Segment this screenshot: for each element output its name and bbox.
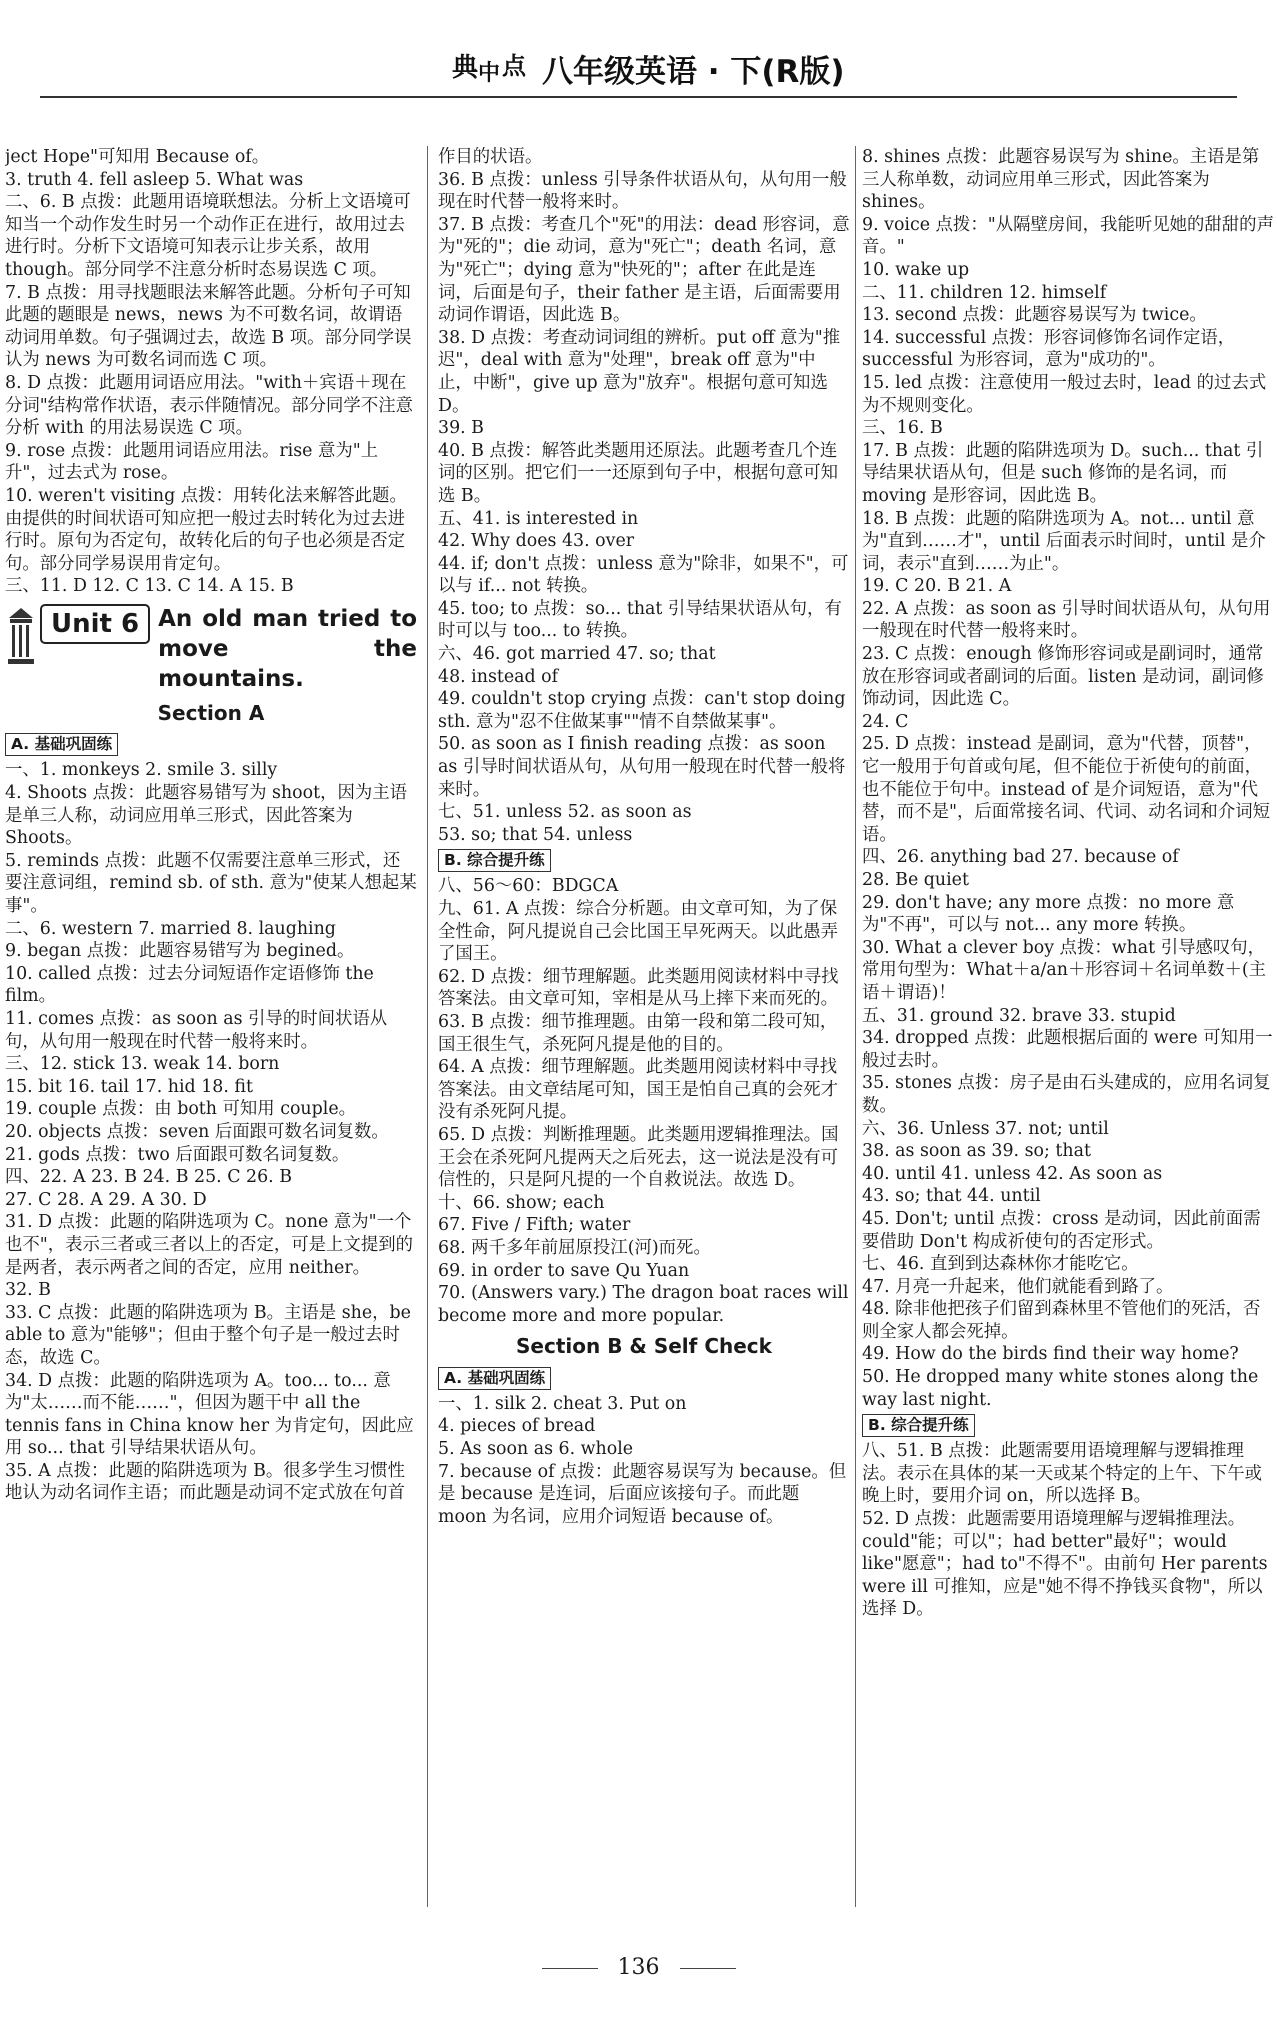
answer-item: ject Hope"可知用 Because of。 [5,147,270,167]
exercise-tag: B. 综合提升练 [862,1414,975,1437]
answer-item: 50. as soon as I finish reading 点拨：as soon as 引导时间状语从句，从句用一般现在时代替一般将来时。 [438,734,846,800]
answer-item: 18. B 点拨：此题的陷阱选项为 A。not... until 意为"直到……才"，until 后面表示时间时，until 是介词，表示"直到……为止"。 [862,508,1266,574]
unit-title: An old man tried to move the mountains. [158,605,417,692]
answer-item: 31. D 点拨：此题的陷阱选项为 C。none 意为"一个也不"，表示三者或三者以上的否定，可是上文提到的是两者，表示两者之间的否定，应用 neither。 [5,1212,413,1278]
answer-item: 八、51. B 点拨：此题需要用语境理解与逻辑推理法。表示在具体的某一天或某个特定的上午、下午或晚上时，要用介词 on，所以选择 B。 [862,1441,1262,1507]
answer-item: 十、66. show; each [438,1192,605,1213]
answer-item: 17. B 点拨：此题的陷阱选项为 D。such... that 引导结果状语从句，但是 such 修饰的是名词，而 moving 是形容词，因此选 B。 [862,440,1264,506]
answer-item: 69. in order to save Qu Yuan [438,1260,690,1281]
section-heading: Section B & Self Check [516,1334,772,1359]
answer-item: 39. B [438,418,484,439]
answer-list [862,146,1274,1411]
answer-item: 30. What a clever boy 点拨：what 引导感叹句，常用句型为：What＋a/an＋形容词＋名词单数＋(主语＋谓语)！ [862,937,1267,1003]
answer-column-1 [5,146,417,1907]
answer-item: 11. comes 点拨：as soon as 引导的时间状语从句，从句用一般现在时代替一般将来时。 [5,1009,388,1052]
answer-item: 15. bit 16. tail 17. hid 18. fit [5,1076,253,1097]
answer-item: 45. too; to 点拨：so... that 引导结果状语从句，有时可以与 too... to 转换。 [438,598,842,642]
answer-item: 19. C 20. B 21. A [862,576,1012,597]
answer-item: 38. as soon as 39. so; that [862,1141,1091,1162]
answer-item: 8. D 点拨：此题用词语应用法。"with＋宾语＋现在分词"结构常作状语，表示伴随情况。部分同学不注意分析 with 的用法易误选 C 项。 [5,372,413,439]
answer-item: 36. B 点拨：unless 引导条件状语从句，从句用一般现在时代替一般将来时。 [438,169,847,213]
answer-item: 三、12. stick 13. weak 14. born [5,1054,280,1075]
svg-text:中: 中 [478,61,501,86]
answer-item: 七、46. 直到到达森林你才能吃它。 [862,1254,1139,1275]
exercise-tag: B. 综合提升练 [438,849,551,872]
answer-item: 五、31. ground 32. brave 33. stupid [862,1005,1176,1026]
answer-item: 37. B 点拨：考查几个"死"的用法：dead 形容词，意为"死的"；die 动词，意为"死亡"；death 名词，意为"死亡"；dying 意为"快死的"；after 在此是连词，后面是句子，their father 是主语，后面需要用动词作谓语，因此选 B。 [438,214,850,326]
column-divider [427,146,428,1907]
answer-item: 62. D 点拨：细节理解题。此类题用阅读材料中寻找答案法。由文章可知，宰相是从马上摔下来而死的。 [438,966,839,1010]
answer-item: 三、16. B [862,418,943,439]
section-heading: Section A [157,700,265,725]
answer-item: 28. Be quiet [862,870,969,890]
answer-item: 二、11. children 12. himself [862,282,1107,303]
answer-item: 10. wake up [862,259,970,280]
answer-item: 9. began 点拨：此题容易错写为 begined。 [5,941,355,962]
footer-rule [542,1968,598,1969]
answer-item: 二、6. western 7. married 8. laughing [5,918,336,939]
answer-item: 27. C 28. A 29. A 30. D [5,1189,207,1210]
svg-text:典: 典 [452,53,479,83]
answer-item: 10. weren't visiting 点拨：用转化法来解答此题。由提供的时间状语可知应把一般过去时转化为过去进行时。原句为否定句，故转化后的句子也必须是否定句。部分同学易误用肯定句。 [5,485,407,574]
answer-column-2 [438,146,850,1907]
answer-list [5,759,417,1505]
answer-item: 一、1. silk 2. cheat 3. Put on [438,1393,687,1414]
answer-item: 65. D 点拨：判断推理题。此类题用逻辑推理法。国王会在杀死阿凡提两天之后死去，这一说法是没有可信性的，只是阿凡提的一个自救说法。故选 D。 [438,1124,839,1191]
answer-item: 六、36. Unless 37. not; until [862,1118,1109,1139]
answer-item: 二、6. B 点拨：此题用语境联想法。分析上文语境可知当一个动作发生时另一个动作正在进行，故用过去进行时。分析下文语境可知表示让步关系，故用 though。部分同学不注意分析时态易误选 C 项。 [5,192,411,280]
answer-item: 作目的状语。 [438,147,543,167]
answer-item: 八、56～60：BDGCA [438,876,619,897]
answer-list [438,875,850,1327]
answer-item: 45. Don't; until 点拨：cross 是动词，因此前面需要借助 Don't 构成祈使句的否定形式。 [862,1208,1261,1252]
answer-item: 44. if; don't 点拨：unless 意为"除非，如果不"，可以与 if... not 转换。 [438,553,849,597]
answer-item: 10. called 点拨：过去分词短语作定语修饰 the film。 [5,963,374,1007]
page-number: 136 [617,1955,660,1980]
answer-item: 六、46. got married 47. so; that [438,644,716,665]
answer-item: 40. until 41. unless 42. As soon as [862,1163,1163,1184]
answer-item: 40. B 点拨：解答此类题用还原法。此题考查几个连词的区别。把它们一一还原到句子中，根据句意可知选 B。 [438,440,838,506]
answer-list [438,1393,850,1529]
page-header [40,44,1237,98]
answer-item: 15. led 点拨：注意使用一般过去时，lead 的过去式为不规则变化。 [862,372,1267,416]
answer-list [862,1440,1274,1621]
answer-list [5,146,417,598]
exercise-tag: A. 基础巩固练 [438,1367,551,1390]
answer-column-3 [862,146,1274,1907]
answer-item: 34. dropped 点拨：此题根据后面的 were 可知用一般过去时。 [862,1028,1273,1071]
answer-item: 七、51. unless 52. as soon as [438,802,692,823]
answer-item: 23. C 点拨：enough 修饰形容词或是副词时，通常放在形容词或者副词的后面。listen 是动词，副词修饰动词，因此选 C。 [862,644,1264,710]
answer-item: 48. instead of [438,666,559,687]
answer-item: 五、41. is interested in [438,508,639,529]
answer-item: 九、61. A 点拨：综合分析题。由文章可知，为了保全性命，阿凡提说自己会比国王早死两天。以此愚弄了国王。 [438,899,838,965]
answer-item: 43. so; that 44. until [862,1186,1041,1207]
answer-item: 35. stones 点拨：房子是由石头建成的，应用名词复数。 [862,1073,1271,1116]
answer-item: 21. gods 点拨：two 后面跟可数名词复数。 [5,1144,350,1165]
answer-item: 7. B 点拨：用寻找题眼法来解答此题。分析句子可知此题的题眼是 news，news 为不可数名词，故谓语动词用单数。句子强调过去，故选 B 项。部分同学误认为 news 为可数名词而选 C 项。 [5,282,412,371]
answer-item: 50. He dropped many white stones along the way last night. [862,1367,1259,1410]
answer-item: 53. so; that 54. unless [438,824,633,845]
column-divider [855,146,856,1907]
answer-item: 4. pieces of bread [438,1416,596,1437]
answer-item: 8. shines 点拨：此题容易误写为 shine。主语是第三人称单数，动词应用单三形式，因此答案为 shines。 [862,147,1260,213]
page-footer [0,1955,1277,1980]
answer-item: 49. couldn't stop crying 点拨：can't stop doing sth. 意为"忍不住做某事""情不自禁做某事"。 [438,689,846,732]
answer-item: 33. C 点拨：此题的陷阱选项为 B。主语是 she，be able to 意为"能够"；但由于整个句子是一般过去时态，故选 C。 [5,1302,411,1368]
answer-item: 67. Five / Fifth; water [438,1215,631,1236]
answer-item: 13. second 点拨：此题容易误写为 twice。 [862,305,1207,326]
answer-item: 70. (Answers vary.) The dragon boat races will become more and more popular. [438,1283,849,1326]
pillar-icon [5,604,37,668]
answer-item: 三、11. D 12. C 13. C 14. A 15. B [5,576,294,597]
page-title: 八年级英语 · 下(R版) [542,54,845,90]
answer-item: 38. D 点拨：考查动词词组的辨析。put off 意为"推迟"，deal with 意为"处理"，break off 意为"中止，中断"，give up 意为"放弃"。根据句意可知选 D。 [438,327,841,416]
answer-item: 35. A 点拨：此题的陷阱选项为 B。很多学生习惯性地认为动名词作主语；而此题是动词不定式放在句首 [5,1460,406,1504]
answer-item: 42. Why does 43. over [438,531,635,552]
answer-item: 20. objects 点拨：seven 后面跟可数名词复数。 [5,1121,389,1142]
answer-item: 四、26. anything bad 27. because of [862,847,1179,868]
answer-item: 47. 月亮一升起来，他们就能看到路了。 [862,1276,1174,1297]
answer-item: 52. D 点拨：此题需要用语境理解与逻辑推理法。could"能；可以"；had better"最好"；would like"愿意"；had to"不得不"。由前句 Her parents were ill 可推知，应是"她不得不挣钱买食物"，所以选择 D。 [862,1509,1268,1620]
answer-item: 3. truth 4. fell asleep 5. What was [5,169,304,190]
answer-item: 5. reminds 点拨：此题不仅需要注意单三形式，还要注意词组，remind sb. of sth. 意为"使某人想起某事"。 [5,850,417,917]
answer-item: 4. Shoots 点拨：此题容易错写为 shoot，因为主语是单三人称，动词应用单三形式，因此答案为 Shoots。 [5,783,408,849]
answer-item: 7. because of 点拨：此题容易误写为 because。但是 because 是连词，后面应该接句子。而此题 moon 为名词，应用介词短语 because of。 [438,1461,847,1527]
answer-item: 9. voice 点拨："从隔壁房间，我能听见她的甜甜的声音。" [862,214,1274,258]
series-logo-icon [452,46,532,86]
answer-item: 49. How do the birds find their way home? [862,1344,1239,1365]
answer-list [438,146,850,846]
unit-heading [5,604,417,694]
answer-item: 四、22. A 23. B 24. B 25. C 26. B [5,1167,293,1188]
svg-text:点: 点 [502,52,526,80]
answer-item: 64. A 点拨：细节理解题。此类题用阅读材料中寻找答案法。由文章结尾可知，国王是怕自己真的会死才没有杀死阿凡提。 [438,1057,838,1123]
answer-item: 22. A 点拨：as soon as 引导时间状语从句，从句用一般现在时代替一般将来时。 [862,598,1271,642]
answer-item: 14. successful 点拨：形容词修饰名词作定语，successful 为形容词，意为"成功的"。 [862,327,1236,371]
answer-item: 29. don't have; any more 点拨：no more 意为"不再"，可以与 not... any more 转换。 [862,892,1235,936]
unit-badge: Unit 6 [40,604,150,644]
exercise-tag: A. 基础巩固练 [5,733,118,756]
answer-item: 24. C [862,711,909,732]
answer-item: 48. 除非他把孩子们留到森林里不管他们的死活，否则全家人都会死掉。 [862,1299,1261,1342]
answer-item: 25. D 点拨：instead 是副词，意为"代替，顶替"，它一般用于句首或句尾，但不能位于祈使句的前面，也不能位于句中。instead of 是介词短语，意为"代替，而不是"，后面常接名词、代词、动名词和介词短语。 [862,734,1270,845]
answer-item: 5. As soon as 6. whole [438,1439,634,1460]
footer-rule [680,1968,736,1969]
answer-item: 9. rose 点拨：此题用词语应用法。rise 意为"上升"，过去式为 rose。 [5,440,379,484]
answer-item: 63. B 点拨：细节推理题。由第一段和第二段可知，国王很生气，杀死阿凡提是他的目的。 [438,1011,838,1055]
answer-item: 34. D 点拨：此题的陷阱选项为 A。too... to... 意为"太……而不能……"，但因为题干中 all the tennis fans in China know her 为肯定句，因此应用 so... that 引导结果状语从句。 [5,1370,414,1459]
answer-item: 19. couple 点拨：由 both 可知用 couple。 [5,1099,357,1120]
answer-item: 一、1. monkeys 2. smile 3. silly [5,760,278,781]
answer-item: 68. 两千多年前屈原投江(河)而死。 [438,1237,711,1258]
answer-item: 32. B [5,1280,51,1301]
